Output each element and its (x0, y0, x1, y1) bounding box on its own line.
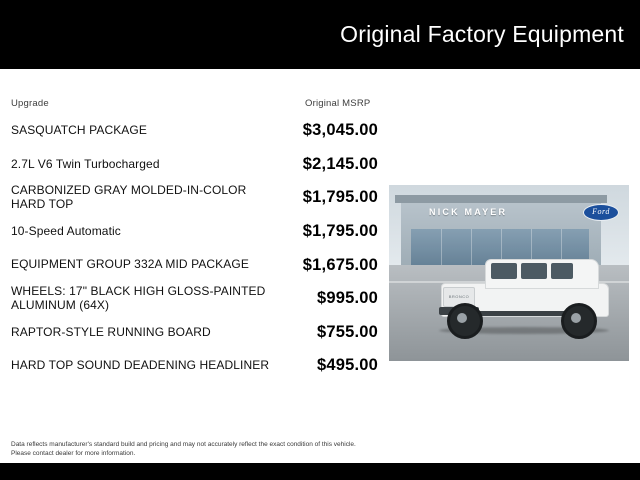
row-price: $495.00 (316, 356, 378, 375)
ford-oval-label: Ford (592, 207, 610, 216)
column-header-msrp: Original MSRP (305, 98, 371, 109)
vehicle-window (521, 263, 547, 279)
row-price: $3,045.00 (302, 121, 378, 140)
row-label: WHEELS: 17" BLACK HIGH GLOSS-PAINTED ALUMINUM (64X) (11, 284, 266, 312)
vehicle-window (551, 263, 573, 279)
row-label: HARD TOP SOUND DEADENING HEADLINER (11, 358, 270, 373)
grille-text: BRONCO (448, 294, 470, 299)
disclaimer (11, 441, 411, 458)
ford-oval-icon (583, 204, 619, 221)
page-title: Original Factory Equipment (340, 21, 624, 47)
row-label: SASQUATCH PACKAGE (11, 123, 147, 138)
row-price: $1,795.00 (302, 222, 378, 241)
vehicle-rear-wheel (561, 303, 597, 339)
column-header-upgrade: Upgrade (11, 98, 49, 109)
dealer-name-sign: NICK MAYER (429, 207, 508, 217)
disclaimer-line-1: Data reflects manufacturer's standard build and pricing and may not accurately reflect the exact condition of this vehicle. (11, 441, 356, 448)
row-price: $755.00 (316, 322, 378, 341)
row-price: $1,795.00 (302, 188, 378, 207)
bronco-vehicle (433, 257, 615, 335)
vehicle-front-wheel (447, 303, 483, 339)
page-header (0, 0, 640, 69)
vehicle-photo (389, 185, 629, 361)
row-label: 2.7L V6 Twin Turbocharged (11, 156, 160, 171)
disclaimer-line-2: Please contact dealer for more information. (11, 449, 136, 457)
equipment-sheet (0, 69, 640, 463)
row-price: $2,145.00 (302, 154, 378, 173)
row-label: RAPTOR-STYLE RUNNING BOARD (11, 324, 211, 339)
table-row (0, 148, 640, 182)
table-row (0, 114, 640, 148)
vehicle-window (491, 263, 517, 279)
row-label: CARBONIZED GRAY MOLDED-IN-COLOR HARD TOP (11, 183, 247, 211)
row-price: $1,675.00 (302, 255, 378, 274)
row-price: $995.00 (316, 289, 378, 308)
dealership-roof (395, 195, 607, 203)
row-label: EQUIPMENT GROUP 332A MID PACKAGE (11, 257, 249, 272)
row-label: 10-Speed Automatic (11, 223, 121, 238)
